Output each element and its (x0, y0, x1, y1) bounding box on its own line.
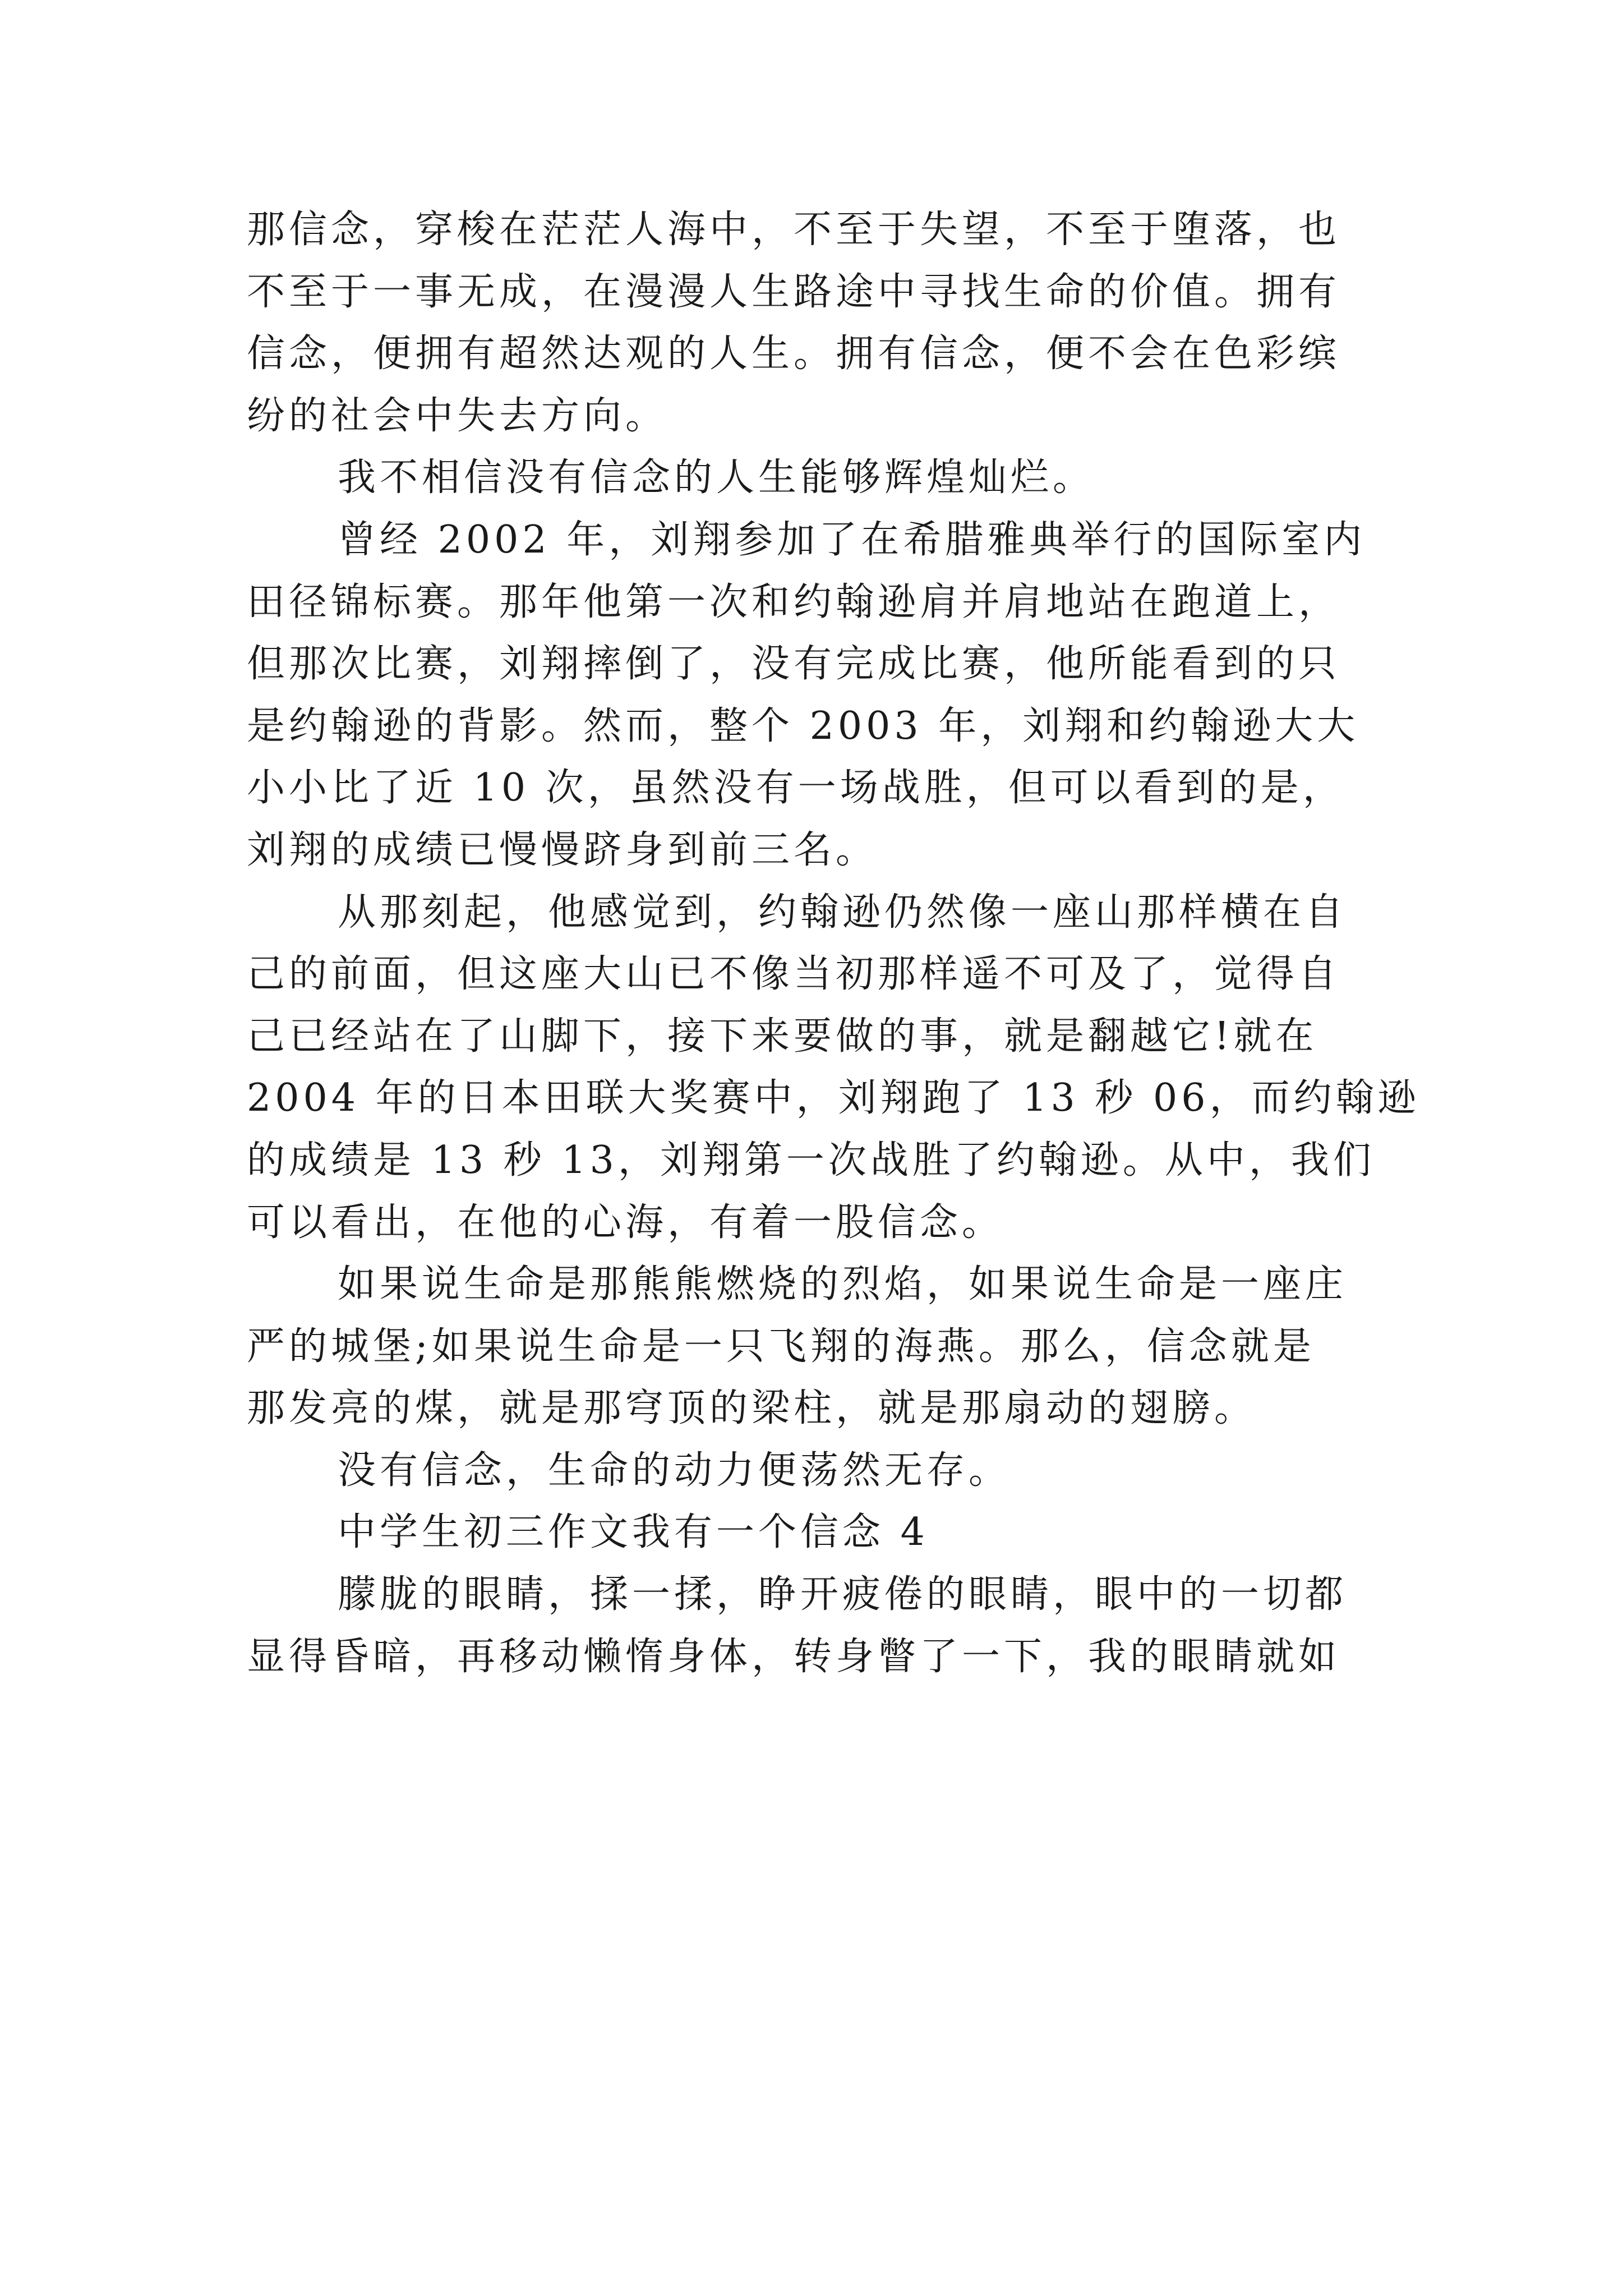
section-heading: 中学生初三作文我有一个信念 4 (338, 1510, 929, 1555)
text-line: 严的城堡;如果说生命是一只飞翔的海燕。那么，信念就是 (247, 1324, 1315, 1369)
text-line: 朦胧的眼睛，揉一揉，睁开疲倦的眼睛，眼中的一切都 (338, 1572, 1348, 1617)
text-line: 己的前面，但这座大山已不像当初那样遥不可及了，觉得自 (247, 952, 1341, 997)
text-line: 不至于一事无成，在漫漫人生路途中寻找生命的价值。拥有 (247, 269, 1341, 314)
text-line: 的成绩是 13 秒 13，刘翔第一次战胜了约翰逊。从中，我们 (247, 1138, 1375, 1182)
text-line: 显得昏暗，再移动懒惰身体，转身瞥了一下，我的眼睛就如 (247, 1634, 1341, 1679)
text-line: 但那次比赛，刘翔摔倒了，没有完成比赛，他所能看到的只 (247, 642, 1341, 687)
text-line: 我不相信没有信念的人生能够辉煌灿烂。 (338, 455, 1095, 500)
text-line: 从那刻起，他感觉到，约翰逊仍然像一座山那样横在自 (338, 890, 1348, 935)
text-line: 己已经站在了山脚下，接下来要做的事，就是翻越它!就在 (247, 1014, 1318, 1059)
text-line: 可以看出，在他的心海，有着一股信念。 (247, 1200, 1004, 1245)
text-line: 如果说生命是那熊熊燃烧的烈焰，如果说生命是一座庄 (338, 1262, 1348, 1307)
text-line: 纷的社会中失去方向。 (247, 393, 668, 438)
text-line: 是约翰逊的背影。然而，整个 2003 年，刘翔和约翰逊大大 (247, 703, 1359, 748)
text-line: 没有信念，生命的动力便荡然无存。 (338, 1448, 1011, 1493)
text-line: 2004 年的日本田联大奖赛中，刘翔跑了 13 秒 06，而约翰逊 (247, 1076, 1420, 1121)
text-line: 那发亮的煤，就是那穹顶的梁柱，就是那扇动的翅膀。 (247, 1386, 1257, 1431)
essay-body (247, 199, 1420, 1688)
text-line: 田径锦标赛。那年他第一次和约翰逊肩并肩地站在跑道上， (247, 579, 1341, 624)
text-line: 刘翔的成绩已慢慢跻身到前三名。 (247, 827, 878, 872)
text-line: 曾经 2002 年，刘翔参加了在希腊雅典举行的国际室内 (338, 517, 1366, 562)
text-line: 信念，便拥有超然达观的人生。拥有信念，便不会在色彩缤 (247, 332, 1341, 376)
text-line: 那信念，穿梭在茫茫人海中，不至于失望，不至于堕落，也 (247, 208, 1341, 252)
text-line: 小小比了近 10 次，虽然没有一场战胜，但可以看到的是， (247, 766, 1345, 811)
